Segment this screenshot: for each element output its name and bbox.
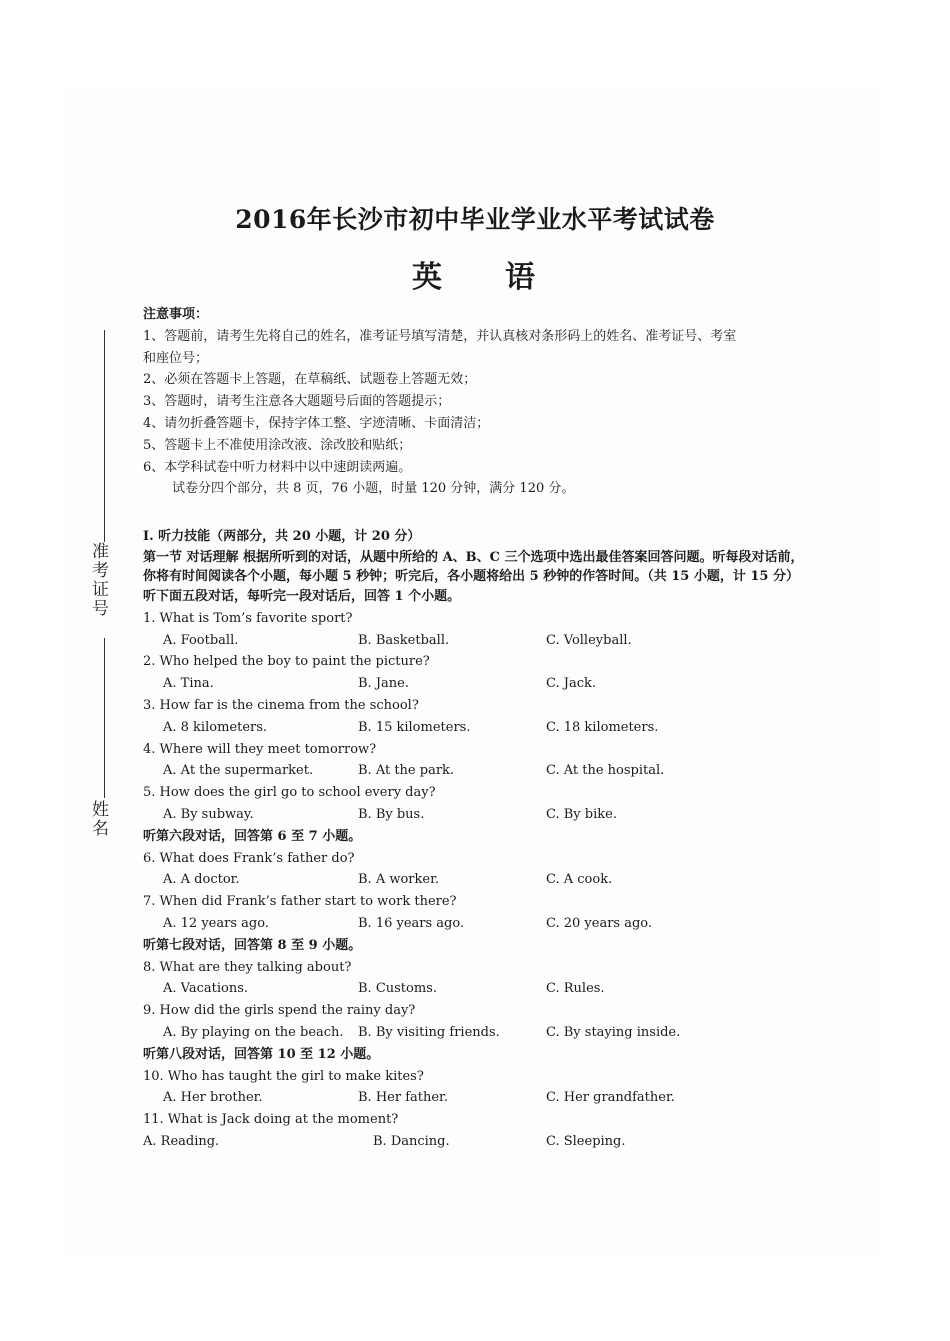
- notice-item: 1、答题前，请考生先将自己的姓名，准考证号填写清楚，并认真核对条形码上的姓名、准考证号、考室: [143, 328, 737, 344]
- question-options: [143, 1087, 813, 1109]
- question-options: [143, 1131, 813, 1153]
- question-options: [143, 913, 813, 935]
- option-b: B. Basketball.: [358, 632, 450, 648]
- option-a: A. Reading.: [143, 1133, 220, 1149]
- option-c: C. A cook.: [546, 872, 613, 888]
- option-b: B. By bus.: [358, 806, 425, 822]
- option-a: A. Her brother.: [163, 1090, 263, 1106]
- question-text: 11. What is Jack doing at the moment?: [143, 1112, 399, 1128]
- notice-item: 4、请勿折叠答题卡，保持字体工整、字迹清晰、卡面清洁；: [143, 415, 490, 431]
- dialogue-header: 听第八段对话，回答第 10 至 12 小题。: [143, 1046, 380, 1062]
- option-b: B. Dancing.: [373, 1133, 450, 1149]
- option-b: B. Jane.: [358, 676, 409, 692]
- option-b: B. 16 years ago.: [358, 915, 465, 931]
- question-text: 2. Who helped the boy to paint the picture?: [143, 654, 430, 670]
- option-c: C. Her grandfather.: [546, 1090, 675, 1106]
- option-a: A. By playing on the beach.: [163, 1024, 344, 1040]
- option-a: A. At the supermarket.: [163, 763, 314, 779]
- question-options: [143, 630, 813, 652]
- option-b: B. 15 kilometers.: [358, 719, 471, 735]
- option-c: C. By staying inside.: [546, 1024, 681, 1040]
- option-c: C. 18 kilometers.: [546, 719, 659, 735]
- notice-list: [143, 326, 813, 479]
- dialogue-header: 听第七段对话，回答第 8 至 9 小题。: [143, 937, 362, 953]
- option-b: B. A worker.: [358, 872, 439, 888]
- option-c: C. Volleyball.: [546, 632, 632, 648]
- question-text: 4. Where will they meet tomorrow?: [143, 741, 377, 757]
- notice-item: 3、答题时，请考生注意各大题题号后面的答题提示；: [143, 394, 451, 410]
- exam-title: 2016年长沙市初中毕业学业水平考试试卷: [235, 205, 715, 234]
- notice-item: 2、必须在答题卡上答题，在草稿纸、试题卷上答题无效；: [143, 372, 477, 388]
- option-c: C. Sleeping.: [546, 1133, 626, 1149]
- subject-char-1: 英: [412, 260, 442, 295]
- option-a: A. 12 years ago.: [163, 915, 269, 931]
- question-text: 6. What does Frank’s father do?: [143, 850, 355, 866]
- question-text: 8. What are they talking about?: [143, 959, 352, 975]
- question-text: 3. How far is the cinema from the school?: [143, 697, 419, 713]
- question-options: [143, 869, 813, 891]
- option-b: B. Her father.: [358, 1090, 448, 1106]
- option-a: A. Vacations.: [163, 981, 249, 997]
- question-options: [143, 804, 813, 826]
- question-text: 10. Who has taught the girl to make kites?: [143, 1068, 424, 1084]
- option-a: A. Football.: [163, 632, 239, 648]
- part1-instructions: 第一节 对话理解 根据所听到的对话，从题中所给的 A、B、C 三个选项中选出最佳答案回答问题。听每段对话前，你将有时间阅读各个小题，每小题 5 秒钟；听完后，各小题将给出 5 秒钟的作答时间。（共 15 小题，计 15 分）: [143, 549, 804, 584]
- option-a: A. Tina.: [163, 676, 214, 692]
- option-c: C. Rules.: [546, 981, 605, 997]
- listening-intro: 听下面五段对话，每听完一段对话后，回答 1 个小题。: [143, 588, 461, 604]
- option-a: A. By subway.: [163, 806, 254, 822]
- question-text: 7. When did Frank’s father start to work there?: [143, 894, 457, 910]
- notice-summary: 试卷分四个部分，共 8 页，76 小题，时量 120 分钟，满分 120 分。: [172, 481, 575, 497]
- option-c: C. Jack.: [546, 676, 597, 692]
- option-b: B. By visiting friends.: [358, 1024, 500, 1040]
- question-options: [143, 978, 813, 1000]
- section-heading: I. 听力技能（两部分，共 20 小题，计 20 分）: [143, 529, 421, 545]
- option-b: B. Customs.: [358, 981, 437, 997]
- option-a: A. A doctor.: [163, 872, 240, 888]
- option-c: C. 20 years ago.: [546, 915, 653, 931]
- notice-heading: 注意事项：: [143, 307, 209, 322]
- notice-item: 5、答题卡上不准使用涂改液、涂改胶和贴纸；: [143, 437, 412, 453]
- option-c: C. At the hospital.: [546, 763, 665, 779]
- margin-line-mid: [104, 638, 105, 798]
- question-options: [143, 1022, 813, 1044]
- exam-content: [143, 304, 813, 1153]
- option-a: A. 8 kilometers.: [163, 719, 268, 735]
- spacer: [143, 500, 813, 526]
- option-c: C. By bike.: [546, 806, 617, 822]
- question-options: [143, 760, 813, 782]
- question-list: [143, 608, 813, 1153]
- dialogue-header: 听第六段对话，回答第 6 至 7 小题。: [143, 828, 362, 844]
- question-text: 9. How did the girls spend the rainy day?: [143, 1003, 416, 1019]
- question-text: 1. What is Tom’s favorite sport?: [143, 610, 353, 626]
- option-b: B. At the park.: [358, 763, 455, 779]
- margin-line-top: [104, 330, 105, 542]
- question-options: [143, 673, 813, 695]
- notice-item: 和座位号；: [143, 350, 209, 366]
- subject-char-2: 语: [505, 260, 535, 295]
- question-options: [143, 717, 813, 739]
- margin-id-label: 准考证号: [88, 542, 108, 618]
- question-text: 5. How does the girl go to school every day?: [143, 785, 436, 801]
- notice-item: 6、本学科试卷中听力材料中以中速朗读两遍。: [143, 459, 412, 475]
- margin-name-label: 姓名: [88, 800, 108, 838]
